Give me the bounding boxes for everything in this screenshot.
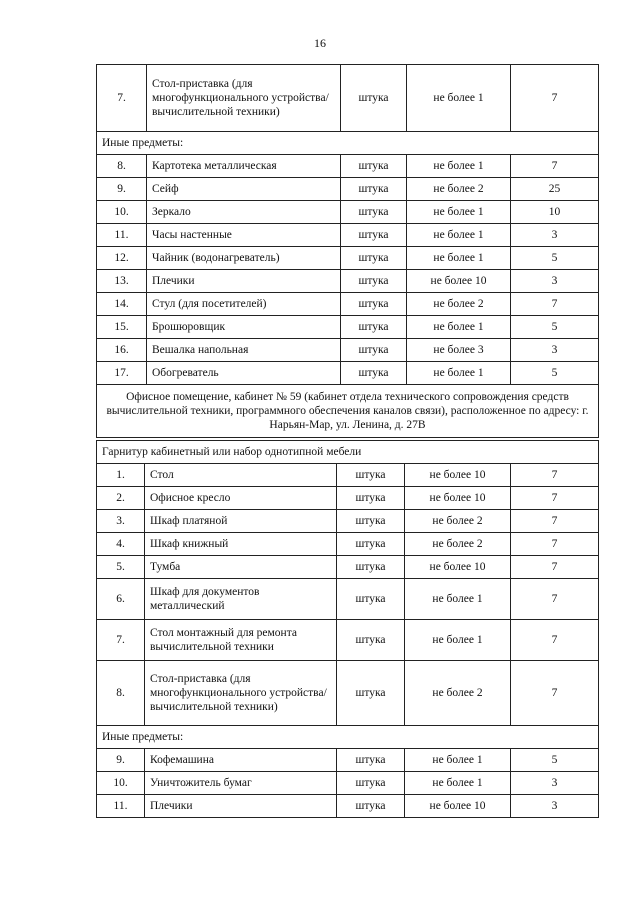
table-row bbox=[97, 661, 599, 726]
row-number: 9. bbox=[97, 749, 145, 772]
item-unit: штука bbox=[341, 270, 407, 293]
row-number: 3. bbox=[97, 510, 145, 533]
section-label-furniture: Гарнитур кабинетный или набор однотипной мебели bbox=[97, 441, 599, 464]
row-number: 10. bbox=[97, 201, 147, 224]
row-number: 4. bbox=[97, 533, 145, 556]
item-limit: не более 10 bbox=[407, 270, 511, 293]
item-unit: штука bbox=[341, 316, 407, 339]
table-row bbox=[97, 247, 599, 270]
office-heading-row bbox=[97, 385, 599, 438]
item-price: 25 bbox=[511, 178, 599, 201]
item-name: Стол bbox=[145, 464, 337, 487]
table-row bbox=[97, 316, 599, 339]
item-price: 7 bbox=[511, 556, 599, 579]
item-limit: не более 1 bbox=[407, 316, 511, 339]
item-unit: штука bbox=[337, 772, 405, 795]
item-price: 7 bbox=[511, 155, 599, 178]
item-price: 7 bbox=[511, 510, 599, 533]
page-number: 16 bbox=[314, 36, 326, 50]
item-unit: штука bbox=[337, 556, 405, 579]
item-name: Зеркало bbox=[147, 201, 341, 224]
table-row bbox=[97, 772, 599, 795]
item-name: Шкаф для документов металлический bbox=[145, 579, 337, 620]
item-name: Уничтожитель бумаг bbox=[145, 772, 337, 795]
item-limit: не более 2 bbox=[405, 510, 511, 533]
item-unit: штука bbox=[337, 464, 405, 487]
table-row bbox=[97, 533, 599, 556]
item-limit: не более 1 bbox=[405, 772, 511, 795]
row-number: 8. bbox=[97, 661, 145, 726]
item-unit: штука bbox=[341, 224, 407, 247]
row-number: 7. bbox=[97, 65, 147, 132]
item-name: Стол-приставка (для многофункционального устройства/вычислительной техники) bbox=[147, 65, 341, 132]
section-label-other-2: Иные предметы: bbox=[97, 726, 599, 749]
table-row bbox=[97, 201, 599, 224]
item-unit: штука bbox=[341, 247, 407, 270]
table-row bbox=[97, 65, 599, 132]
item-unit: штука bbox=[341, 65, 407, 132]
item-limit: не более 10 bbox=[405, 464, 511, 487]
item-price: 3 bbox=[511, 772, 599, 795]
section-row bbox=[97, 726, 599, 749]
item-unit: штука bbox=[337, 749, 405, 772]
item-limit: не более 1 bbox=[407, 65, 511, 132]
item-limit: не более 10 bbox=[405, 795, 511, 818]
item-unit: штука bbox=[337, 487, 405, 510]
row-number: 2. bbox=[97, 487, 145, 510]
item-unit: штука bbox=[337, 795, 405, 818]
table-row bbox=[97, 270, 599, 293]
row-number: 17. bbox=[97, 362, 147, 385]
item-unit: штука bbox=[341, 178, 407, 201]
item-limit: не более 3 bbox=[407, 339, 511, 362]
item-name: Чайник (водонагреватель) bbox=[147, 247, 341, 270]
table-row bbox=[97, 556, 599, 579]
table-row bbox=[97, 510, 599, 533]
item-limit: не более 1 bbox=[407, 247, 511, 270]
row-number: 8. bbox=[97, 155, 147, 178]
section-label-other: Иные предметы: bbox=[97, 132, 599, 155]
item-limit: не более 10 bbox=[405, 487, 511, 510]
item-limit: не более 1 bbox=[407, 155, 511, 178]
inventory-table bbox=[96, 64, 599, 438]
item-price: 7 bbox=[511, 620, 599, 661]
section-row bbox=[97, 441, 599, 464]
item-name: Шкаф книжный bbox=[145, 533, 337, 556]
item-unit: штука bbox=[341, 339, 407, 362]
item-name: Стол монтажный для ремонта вычислительной техники bbox=[145, 620, 337, 661]
item-name: Стол-приставка (для многофункционального устройства/вычислительной техники) bbox=[145, 661, 337, 726]
table-row bbox=[97, 224, 599, 247]
item-limit: не более 2 bbox=[405, 661, 511, 726]
table-row bbox=[97, 362, 599, 385]
row-number: 1. bbox=[97, 464, 145, 487]
table-row bbox=[97, 155, 599, 178]
item-name: Часы настенные bbox=[147, 224, 341, 247]
table-row bbox=[97, 487, 599, 510]
row-number: 11. bbox=[97, 795, 145, 818]
item-limit: не более 1 bbox=[405, 579, 511, 620]
row-number: 9. bbox=[97, 178, 147, 201]
item-unit: штука bbox=[337, 510, 405, 533]
item-name: Стул (для посетителей) bbox=[147, 293, 341, 316]
item-limit: не более 2 bbox=[405, 533, 511, 556]
item-limit: не более 2 bbox=[407, 178, 511, 201]
item-name: Кофемашина bbox=[145, 749, 337, 772]
row-number: 14. bbox=[97, 293, 147, 316]
inventory-table-2 bbox=[96, 440, 599, 818]
item-price: 7 bbox=[511, 661, 599, 726]
item-name: Плечики bbox=[145, 795, 337, 818]
row-number: 16. bbox=[97, 339, 147, 362]
item-price: 3 bbox=[511, 339, 599, 362]
item-name: Брошюровщик bbox=[147, 316, 341, 339]
item-name: Офисное кресло bbox=[145, 487, 337, 510]
item-name: Шкаф платяной bbox=[145, 510, 337, 533]
table-row bbox=[97, 749, 599, 772]
table-row bbox=[97, 339, 599, 362]
table-row bbox=[97, 620, 599, 661]
item-limit: не более 1 bbox=[407, 224, 511, 247]
row-number: 12. bbox=[97, 247, 147, 270]
item-limit: не более 1 bbox=[407, 201, 511, 224]
item-unit: штука bbox=[337, 661, 405, 726]
item-unit: штука bbox=[337, 620, 405, 661]
item-name: Тумба bbox=[145, 556, 337, 579]
item-name: Обогреватель bbox=[147, 362, 341, 385]
table-row bbox=[97, 293, 599, 316]
item-price: 5 bbox=[511, 749, 599, 772]
item-price: 5 bbox=[511, 316, 599, 339]
row-number: 11. bbox=[97, 224, 147, 247]
item-name: Плечики bbox=[147, 270, 341, 293]
item-name: Картотека металлическая bbox=[147, 155, 341, 178]
item-name: Сейф bbox=[147, 178, 341, 201]
item-unit: штука bbox=[337, 579, 405, 620]
row-number: 10. bbox=[97, 772, 145, 795]
item-unit: штука bbox=[337, 533, 405, 556]
item-price: 7 bbox=[511, 579, 599, 620]
item-limit: не более 1 bbox=[407, 362, 511, 385]
item-price: 3 bbox=[511, 795, 599, 818]
item-limit: не более 1 bbox=[405, 749, 511, 772]
item-price: 7 bbox=[511, 65, 599, 132]
item-unit: штука bbox=[341, 201, 407, 224]
item-limit: не более 10 bbox=[405, 556, 511, 579]
item-price: 5 bbox=[511, 247, 599, 270]
item-price: 3 bbox=[511, 224, 599, 247]
table-row bbox=[97, 464, 599, 487]
section-row bbox=[97, 132, 599, 155]
item-price: 7 bbox=[511, 293, 599, 316]
row-number: 13. bbox=[97, 270, 147, 293]
item-limit: не более 1 bbox=[405, 620, 511, 661]
item-price: 5 bbox=[511, 362, 599, 385]
item-unit: штука bbox=[341, 362, 407, 385]
item-price: 7 bbox=[511, 487, 599, 510]
table-row bbox=[97, 178, 599, 201]
item-limit: не более 2 bbox=[407, 293, 511, 316]
item-unit: штука bbox=[341, 293, 407, 316]
item-price: 3 bbox=[511, 270, 599, 293]
item-price: 10 bbox=[511, 201, 599, 224]
item-name: Вешалка напольная bbox=[147, 339, 341, 362]
item-unit: штука bbox=[341, 155, 407, 178]
row-number: 7. bbox=[97, 620, 145, 661]
item-price: 7 bbox=[511, 533, 599, 556]
office-heading: Офисное помещение, кабинет № 59 (кабинет отдела технического сопровождения средств вычислительной техники, программного обеспечения каналов связи), расположенное по адресу: г. Нарьян-Мар, ул. Ленина, д. 27В bbox=[97, 385, 599, 438]
table-row bbox=[97, 579, 599, 620]
row-number: 5. bbox=[97, 556, 145, 579]
table-row bbox=[97, 795, 599, 818]
row-number: 15. bbox=[97, 316, 147, 339]
item-price: 7 bbox=[511, 464, 599, 487]
row-number: 6. bbox=[97, 579, 145, 620]
